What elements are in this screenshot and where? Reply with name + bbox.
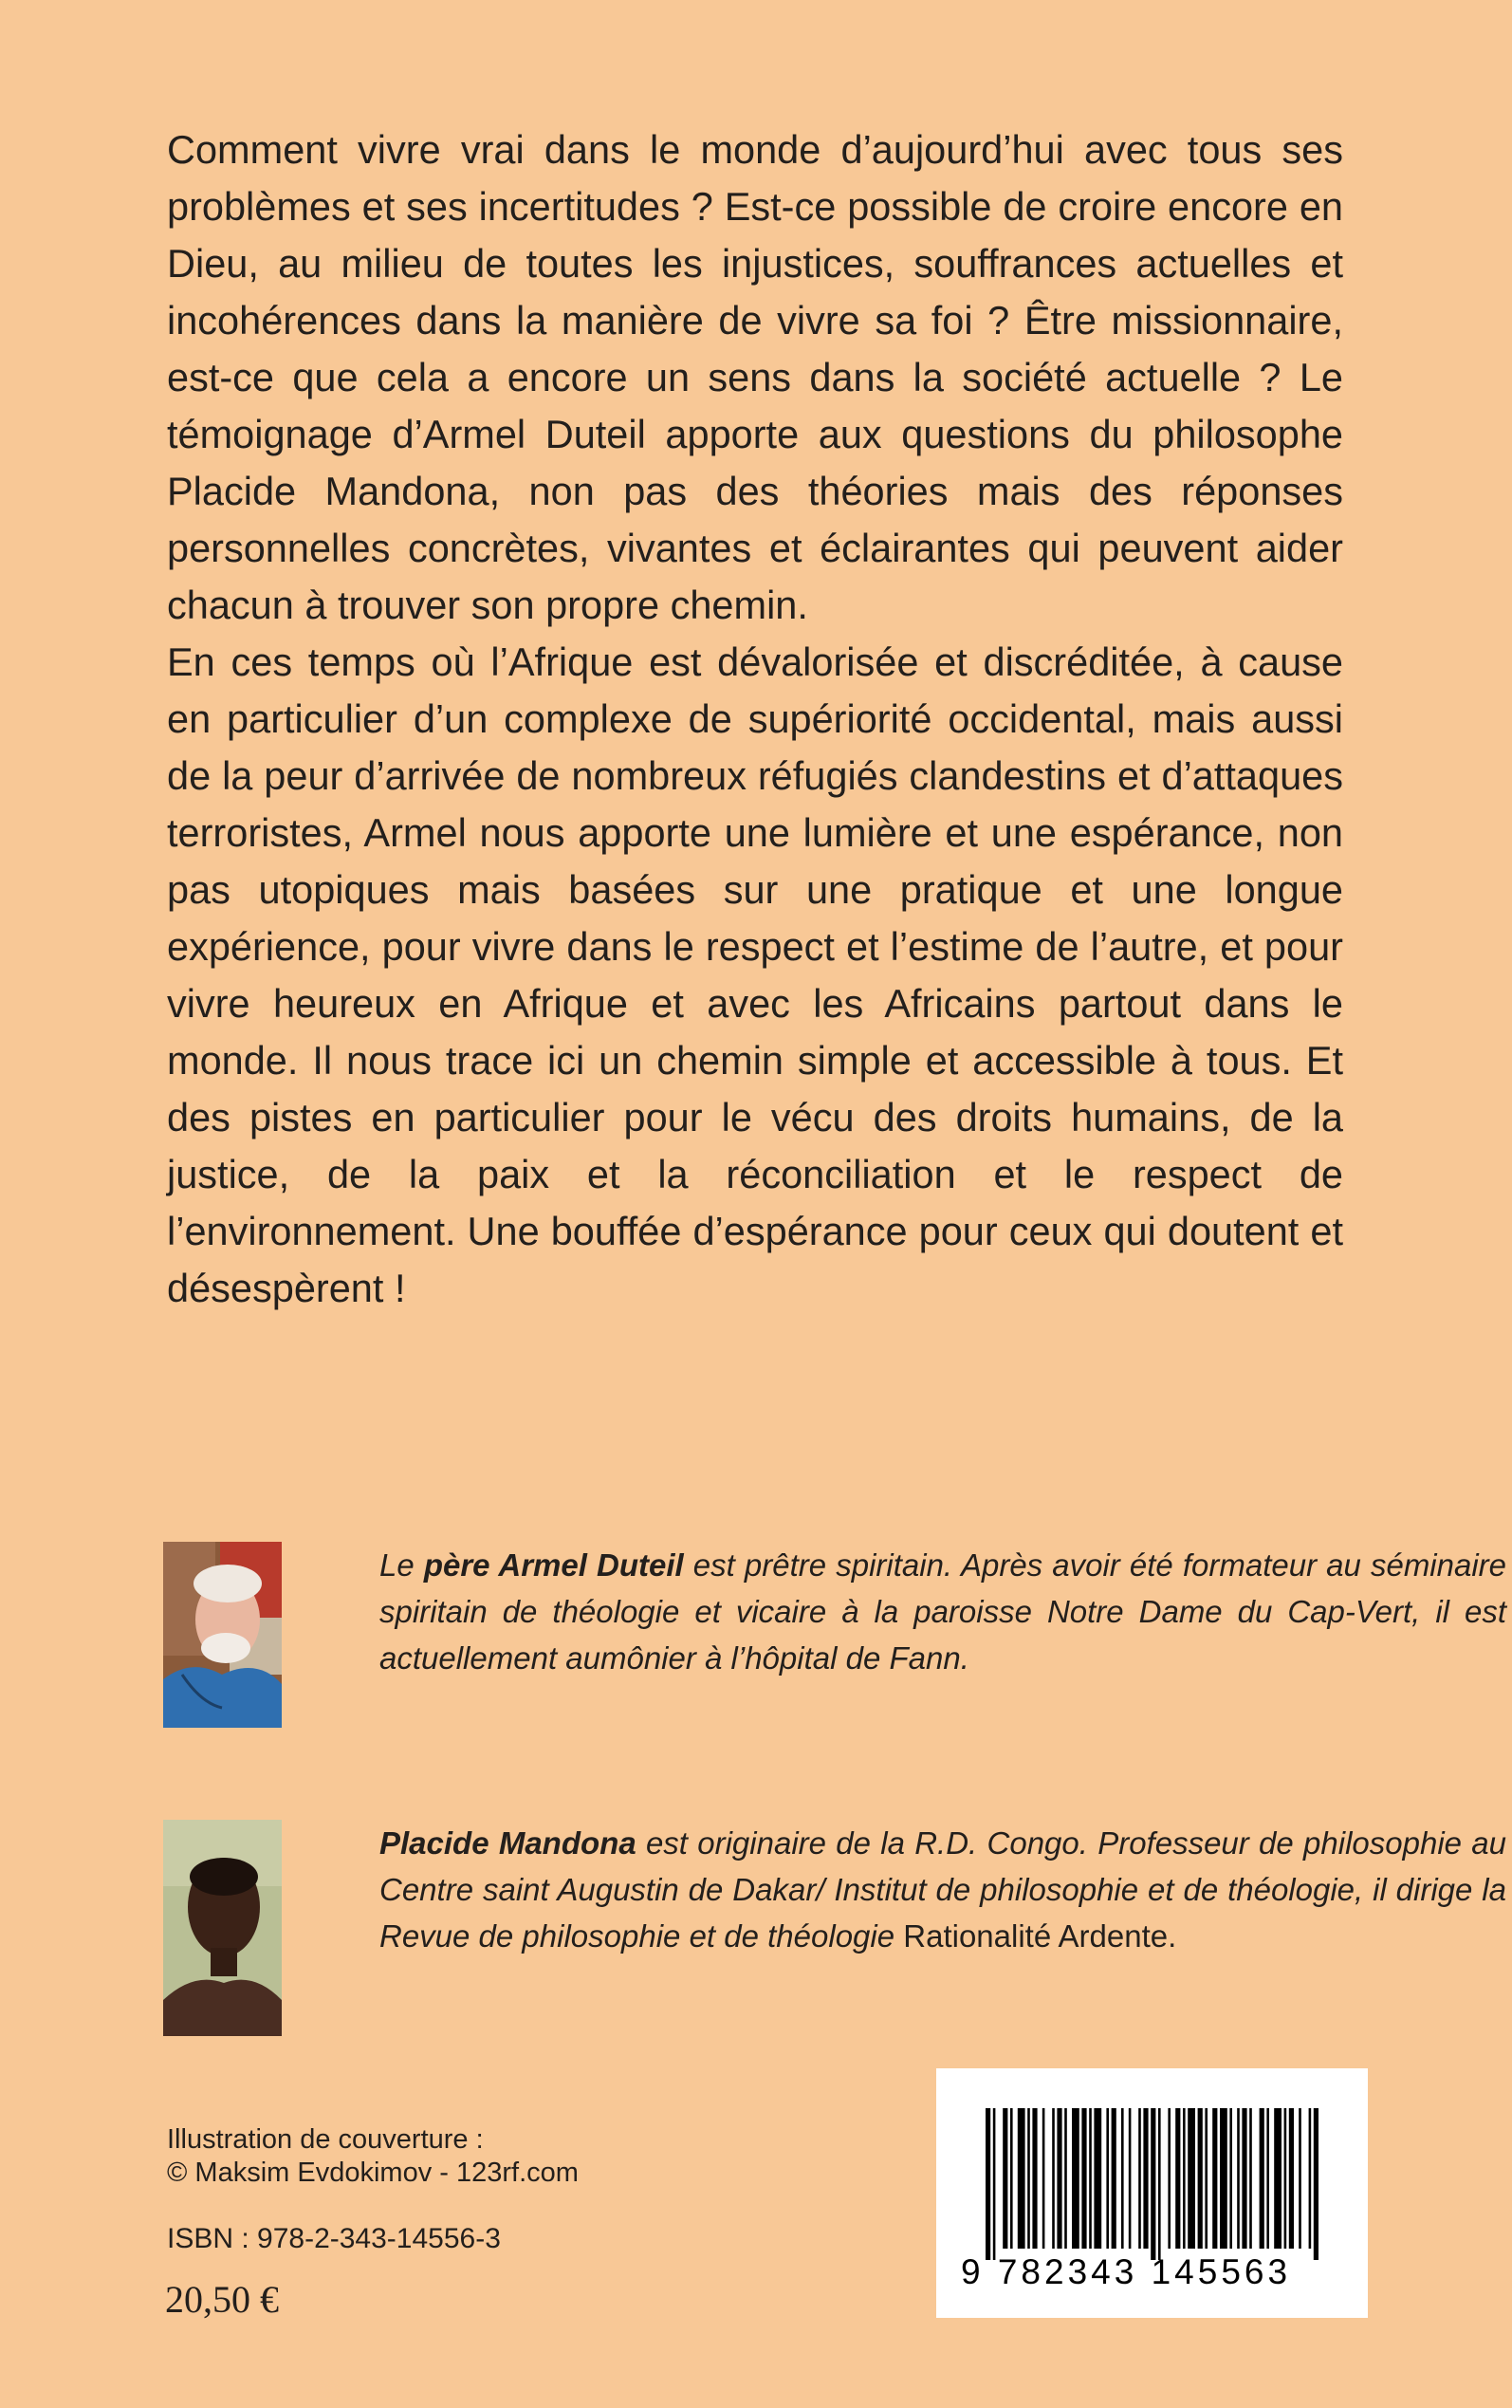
bio-name-placide-mandona: Placide Mandona — [379, 1825, 636, 1861]
bio-text-placide-mandona: Placide Mandona est originaire de la R.D. Congo. Professeur de philosophie au Centre saint Augustin de Dakar/ Institut de philosophie et de théologie, il dirige la Revue de philosophie et de théologie Rationalité Ardente. — [379, 1825, 1506, 1954]
credit-author: © Maksim Evdokimov - 123rf.com — [167, 2158, 579, 2188]
summary-paragraph-2: En ces temps où l’Afrique est dévalorisée et discréditée, à cause en particulier d’un complexe de supériorité occidental, mais aussi de la peur d’arrivée de nombreux réfugiés clandestins et d’attaques terroristes, Armel nous apporte une lumière et une espérance, non pas utopiques mais basées sur une pratique et une longue expérience, pour vivre dans le respect et l’estime de l’autre, et pour vivre heureux en Afrique et avec les Africains partout dans le monde. Il nous trace ici un chemin simple et accessible à tous. Et des pistes en particulier pour le vécu des droits humains, de la justice, de la paix et la réconciliation et le respect de l’environnement. Une bouffée d’espérance pour ceux qui doutent et désespèrent ! — [167, 639, 1343, 1310]
journal-title: Rationalité Ardente. — [903, 1918, 1177, 1954]
barcode-digits: 9 782343 145563 — [961, 2252, 1292, 2291]
bio-name-armel-duteil: père Armel Duteil — [423, 1547, 684, 1583]
author-bio-armel-duteil — [163, 1542, 1507, 1732]
barcode — [936, 2068, 1368, 2318]
author-photo-placide-mandona — [163, 1820, 282, 2036]
credit-label: Illustration de couverture : — [167, 2124, 484, 2155]
price: 20,50 € — [165, 2278, 279, 2321]
barcode-bars-icon — [986, 2108, 1321, 2260]
cover-illustration-credit — [167, 2123, 579, 2190]
summary-paragraph-1: Comment vivre vrai dans le monde d’aujourd’hui avec tous ses problèmes et ses incertitudes ? Est-ce possible de croire encore en Dieu, au milieu de toutes les injustices, souffrances actuelles et incohérences dans la manière de vivre sa foi ? Être missionnaire, est-ce que cela a encore un sens dans la société actuelle ? Le témoignage d’Armel Duteil apporte aux questions du philosophe Placide Mandona, non pas des théories mais des réponses personnelles concrètes, vivantes et éclairantes qui peuvent aider chacun à trouver son propre chemin. — [167, 127, 1343, 627]
back-cover-summary — [167, 121, 1343, 1317]
bio-text-armel-duteil: Le père Armel Duteil est prêtre spiritain. Après avoir été formateur au séminaire spiritain de théologie et vicaire à la paroisse Notre Dame du Cap-Vert, il est actuellement aumônier à l’hôpital de Fann. — [379, 1547, 1507, 1676]
author-photo-armel-duteil — [163, 1542, 282, 1728]
isbn-number: ISBN : 978-2-343-14556-3 — [167, 2223, 501, 2254]
author-bio-placide-mandona — [163, 1820, 1506, 2010]
